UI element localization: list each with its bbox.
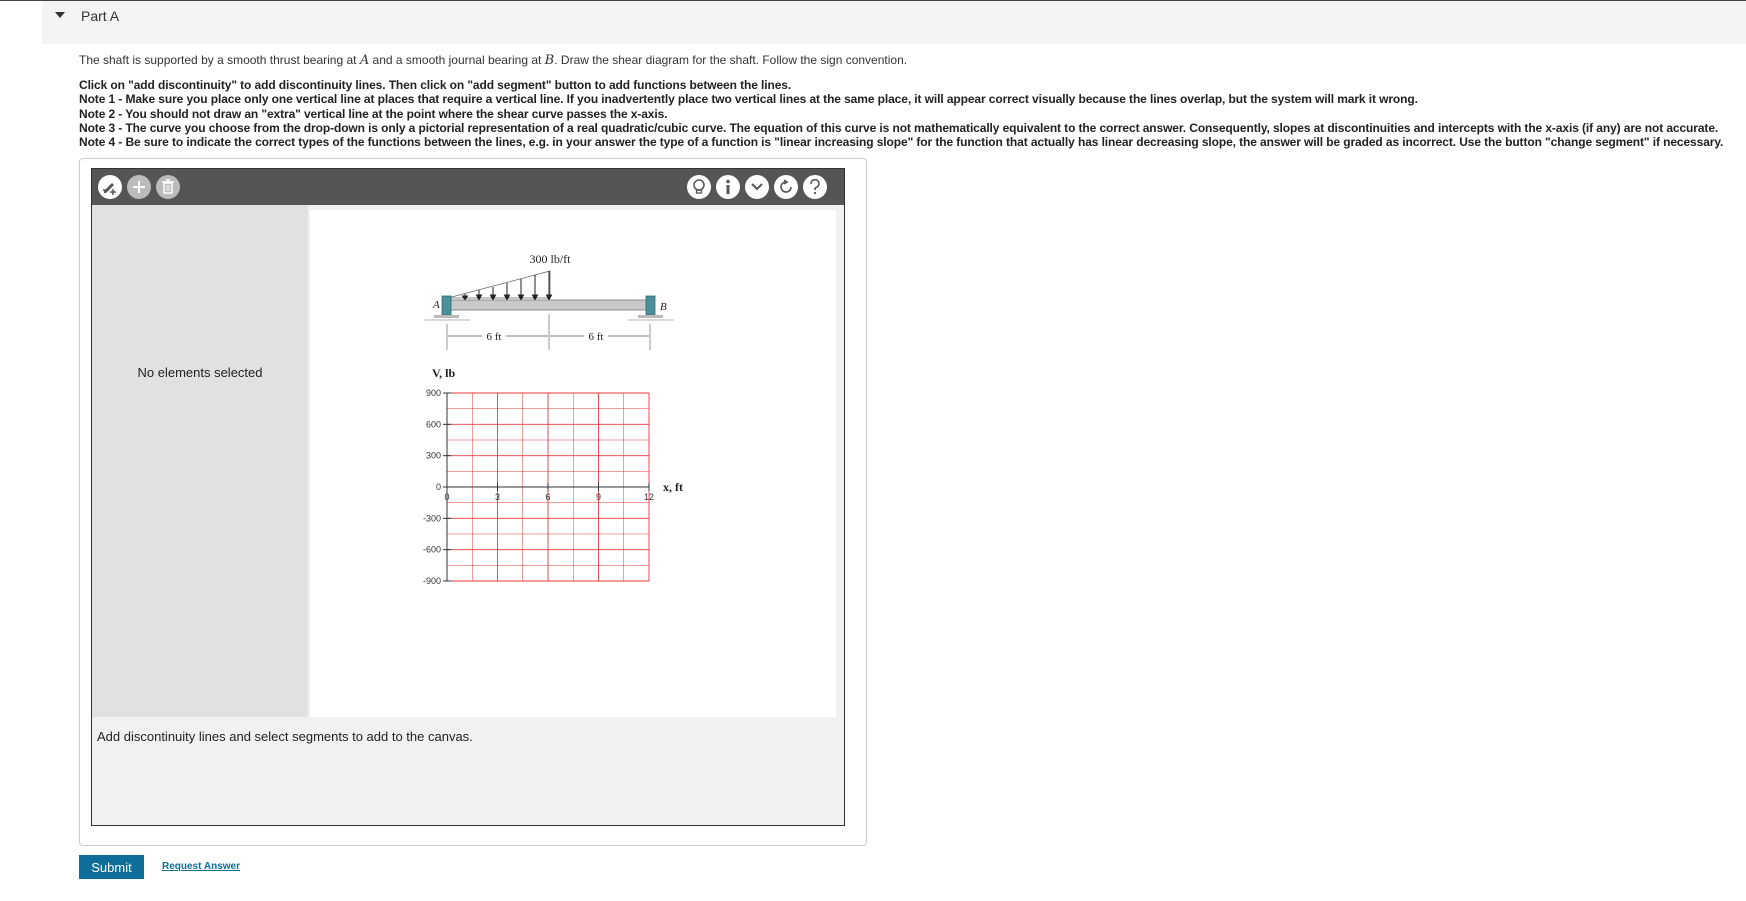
info-button[interactable] [716,175,740,199]
no-selection-text: No elements selected [137,365,263,380]
shaft [446,300,650,310]
shear-chart[interactable] [423,366,683,586]
caret-down-icon[interactable] [55,12,65,18]
y-tick-label: -600 [422,544,441,555]
instruction-line: Click on "add discontinuity" to add discontinuity lines. Then click on "add segment" button to add functions between the lines. [79,78,792,92]
plus-icon [131,179,147,195]
trash-icon [161,179,175,195]
y-tick-label: -300 [422,513,441,524]
bearing-a [442,296,451,315]
x-tick-label: 6 [545,492,551,502]
hint-button[interactable] [687,175,711,199]
load-arrows [463,271,552,300]
more-menu-button[interactable] [745,175,769,199]
load-label: 300 lb/ft [529,252,571,266]
toolbar [92,169,844,205]
base-b [638,315,663,318]
y-tick-label: 0 [435,482,441,492]
tool-frame [91,168,845,826]
add-segment-button[interactable] [127,175,151,199]
instruction-line: Note 4 - Be sure to indicate the correct types of the functions between the lines, e.g. in your answer the type of a function is "linear increasing slope" for the function that actually has linear decreasing slope, the answer will be graded as incorrect. Use the button "change segment" if necessary. [79,135,1724,150]
beam-figure [424,252,674,350]
instruction-line: Note 2 - You should not draw an "extra" vertical line at the point where the shear curve passes the x-axis. [79,106,668,121]
help-button[interactable] [803,175,827,199]
x-axis-label: x, ft [663,480,683,494]
info-icon [723,179,733,195]
drawing-tool [79,158,867,846]
problem-statement: The shaft is supported by a smooth thrust bearing at A and a smooth journal bearing at B. Draw the shear diagram for the shaft. Follow the sign convention. [79,53,908,68]
y-tick-label: 900 [425,388,441,398]
instructions [79,78,1723,149]
y-axis-label: V, lb [432,366,456,380]
instruction-line: Note 1 - Make sure you place only one vertical line at places that require a vertical line. If you inadvertently place two vertical lines at the same place, it will appear correct visually because the lines overlap, but the system will mark it wrong. [79,92,1418,107]
selection-panel [92,205,308,717]
dim-label-2: 6 ft [588,331,604,343]
add-discontinuity-button[interactable] [98,175,122,199]
canvas-svg[interactable] [310,210,836,717]
chevron-down-icon [751,183,763,191]
x-tick-label: 9 [595,492,602,502]
instruction-line: Note 3 - The curve you choose from the drop-down is only a pictorial representation of a real quadratic/cubic curve. The equation of this curve is not mathematically equivalent to the correct answer. Consequently, slopes at discontinuities and intercepts with the x-axis (if any) are not accurate. [79,120,1719,135]
x-tick-label: 0 [444,492,450,502]
part-title: Part A [81,8,120,24]
y-tick-label: -900 [422,576,441,586]
support-b-label: B [660,301,667,313]
refresh-icon [778,179,794,195]
y-tick-label: 600 [425,419,441,430]
y-tick-label: 300 [425,450,441,461]
submit-button[interactable]: Submit [79,855,144,879]
dim-label-1: 6 ft [486,331,502,343]
x-tick-label: 3 [494,492,501,502]
drawing-canvas[interactable] [310,210,836,717]
base-a [434,315,459,318]
part-header[interactable] [42,1,1746,44]
request-answer-link[interactable]: Request Answer [162,861,240,872]
support-a-label: A [433,299,440,311]
reset-button[interactable] [774,175,798,199]
x-tick-label: 12 [643,492,655,502]
question-icon [809,179,821,195]
delete-button[interactable] [156,175,180,199]
pencil-add-icon [101,178,119,196]
status-message: Add discontinuity lines and select segments to add to the canvas. [97,729,473,744]
lightbulb-icon [691,178,707,196]
bearing-b [646,296,655,315]
